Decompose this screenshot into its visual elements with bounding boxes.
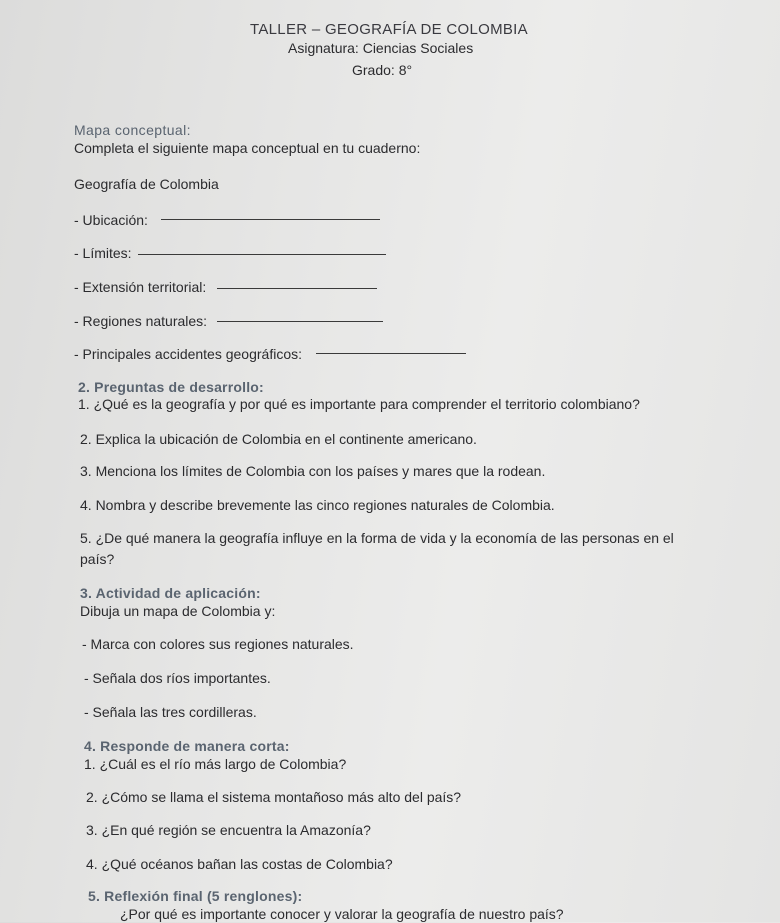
question-item-continuation: país? <box>80 551 115 567</box>
section3-instruction: Dibuja un mapa de Colombia y: <box>80 603 276 619</box>
question-item: 1. ¿Qué es la geografía y por qué es importante para comprender el territorio colombiano? <box>78 396 640 412</box>
section4-heading: 4. Responde de manera corta: <box>84 738 290 754</box>
worksheet-title: TALLER – GEOGRAFÍA DE COLOMBIA <box>250 21 528 38</box>
section5-heading: 5. Reflexión final (5 renglones): <box>88 888 303 904</box>
grade-line: Grado: 8° <box>352 62 413 78</box>
answer-blank-line <box>217 288 377 289</box>
activity-item: - Señala las tres cordilleras. <box>84 704 257 720</box>
answer-blank-line <box>316 353 466 354</box>
answer-blank-line <box>138 254 386 255</box>
section2-heading: 2. Preguntas de desarrollo: <box>78 379 264 395</box>
subject-line: Asignatura: Ciencias Sociales <box>288 40 474 56</box>
question-item: 3. Menciona los límites de Colombia con los países y mares que la rodean. <box>80 463 546 479</box>
activity-item: - Marca con colores sus regiones naturales. <box>82 636 354 652</box>
question-item: 2. Explica la ubicación de Colombia en el continente americano. <box>80 431 477 447</box>
concept-item-regiones: - Regiones naturales: <box>74 313 208 329</box>
concept-item-ubicacion: - Ubicación: <box>74 212 148 228</box>
reflection-question: ¿Por qué es importante conocer y valorar la geografía de nuestro país? <box>120 906 564 922</box>
section1-instruction: Completa el siguiente mapa conceptual en tu cuaderno: <box>74 140 421 156</box>
section1-heading: Mapa conceptual: <box>74 122 191 138</box>
short-question: 1. ¿Cuál es el río más largo de Colombia? <box>84 756 347 772</box>
short-question: 4. ¿Qué océanos bañan las costas de Colombia? <box>86 856 393 872</box>
concept-item-limites: - Límites: <box>74 245 132 261</box>
section1-topic: Geografía de Colombia <box>74 176 219 192</box>
question-item: 4. Nombra y describe brevemente las cinco regiones naturales de Colombia. <box>80 497 555 513</box>
short-question: 2. ¿Cómo se llama el sistema montañoso más alto del país? <box>86 789 462 805</box>
activity-item: - Señala dos ríos importantes. <box>84 670 271 686</box>
concept-item-accidentes: - Principales accidentes geográficos: <box>74 346 303 362</box>
section3-heading: 3. Actividad de aplicación: <box>80 585 261 601</box>
concept-item-extension: - Extensión territorial: <box>74 279 207 295</box>
answer-blank-line <box>161 219 380 220</box>
short-question: 3. ¿En qué región se encuentra la Amazonía? <box>86 822 371 838</box>
answer-blank-line <box>217 321 383 322</box>
question-item: 5. ¿De qué manera la geografía influye en la forma de vida y la economía de las personas en el <box>80 530 674 546</box>
